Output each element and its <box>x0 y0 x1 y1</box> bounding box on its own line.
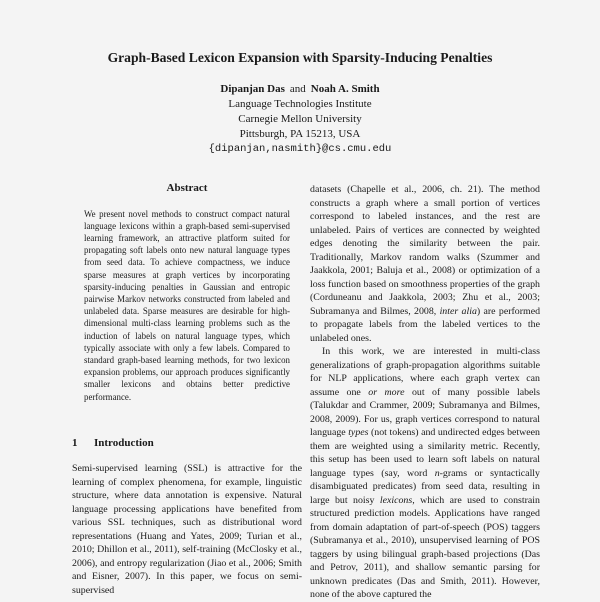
section-number: 1 <box>72 436 78 449</box>
p2-text-d: -grams or syntactically disambiguated predicates) from seed data, resulting in large but noisy <box>310 467 540 506</box>
right-paragraph-1 <box>310 183 540 345</box>
author-and: and <box>289 83 306 95</box>
affiliation-line-3: Pittsburgh, PA 15213, USA <box>239 128 361 140</box>
p2-text-c: (not tokens) and undirected edges between them are weighted using a similarity metric. Recently, this setup has been used to learn soft labels on natural language types (say, word <box>310 427 540 479</box>
author-2: Noah A. Smith <box>310 83 380 95</box>
author-1: Dipanjan Das <box>220 83 285 95</box>
p2-text-b: out of many possible labels (Talukdar and Crammer, 2009; Subramanya and Bilmes, 2008, 2009). For us, graph vertices correspond to natural language <box>310 386 540 438</box>
author-email: {dipanjan,nasmith}@cs.cmu.edu <box>208 143 392 155</box>
author-names <box>0 82 600 97</box>
right-paragraph-2 <box>310 345 540 602</box>
author-block <box>0 82 600 157</box>
section-heading-introduction <box>72 437 302 451</box>
p2-text-a: In this work, we are interested in multi-class generalizations of graph-propagation algorithms suitable for NLP applications, where each graph vertex can assume one <box>310 346 540 398</box>
p1-text-b: ) are performed to propagate labels from the labeled vertices to the unlabeled ones. <box>310 305 541 344</box>
affiliation-line-2: Carnegie Mellon University <box>238 113 362 125</box>
abstract-heading: Abstract <box>166 182 208 194</box>
right-column <box>310 183 540 602</box>
p2-italic-1: or more <box>368 386 405 398</box>
affiliation-line-1: Language Technologies Institute <box>228 98 372 110</box>
p2-text-e: , which are used to constrain structured prediction models. Applications have ranged from domain adaptation of part-of-speech (POS) taggers (Subramanya et al., 2010), unsupervised learning of POS taggers by using bilingual graph-based projections (Das and Petrov, 2011), and shallow semantic parsing for unknown predicates (Das and Smith, 2011). However, none of the above captured the <box>310 494 540 600</box>
intro-paragraph-1: Semi-supervised learning (SSL) is attractive for the learning of complex phenomena, for example, linguistic structure, where data annotation is expensive. Natural language processing applications have benefited from various SSL techniques, such as distributional word representations (Huang and Yates, 2009; Turian et al., 2010; Dhillon et al., 2011), self-training (McClosky et al., 2006), and entropy regularization (Jiao et al., 2006; Smith and Eisner, 2007). In this paper, we focus on semi-supervised <box>72 463 302 596</box>
p2-italic-4: lexicons <box>379 494 413 506</box>
left-column <box>72 180 302 597</box>
p2-italic-3: n <box>434 467 440 479</box>
p2-italic-2: types <box>348 427 369 438</box>
abstract-text: We present novel methods to construct compact natural language lexicons within a graph-based semi-supervised learning framework, an attractive platform suited for propagating soft labels onto new natural language types from seed data. To achieve compactness, we induce sparse measures at graph vertices by incorporating sparsity-inducing penalties in Gaussian and entropic pairwise Markov networks constructed from labeled and unlabeled data. Sparse measures are desirable for high-dimensional multi-class learning problems such as the induction of labels on natural language types, which typically associate with only a few labels. Compared to standard graph-based learning methods, for two lexicon expansion problems, our approach produces significantly smaller lexicons and obtains better predictive performance. <box>84 208 290 402</box>
p1-italic: inter alia <box>439 305 477 317</box>
section-title: Introduction <box>94 436 154 449</box>
p1-text-a: datasets (Chapelle et al., 2006, ch. 21). The method constructs a graph where a small portion of vertices correspond to labeled instances, and the rest are unlabeled. Pairs of vertices are connected by weighted edges denoting the similarity between the pair. Traditionally, Markov random walks (Szummer and Jaakkola, 2001; Baluja et al., 2008) or optimization of a loss function based on smoothness properties of the graph (Corduneanu and Jaakkola, 2003; Zhu et al., 2003; Subramanya and Bilmes, 2008, <box>310 184 540 317</box>
paper-title: Graph-Based Lexicon Expansion with Sparsity-Inducing Penalties <box>107 50 493 65</box>
